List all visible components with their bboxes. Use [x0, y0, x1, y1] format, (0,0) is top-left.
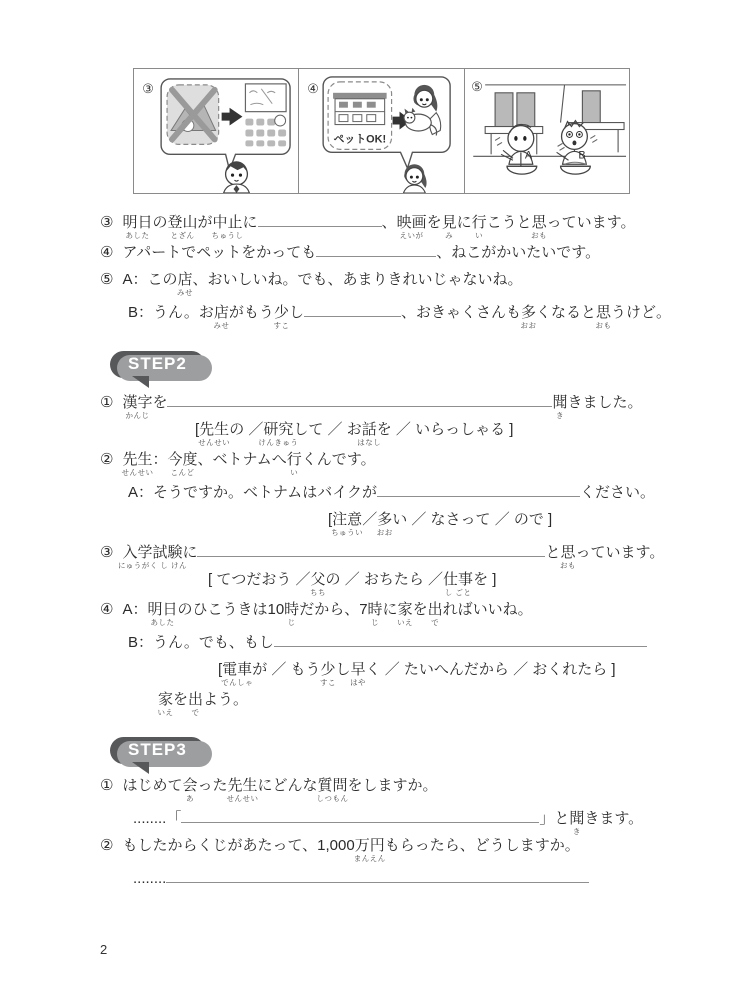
- text-segment: を: [173, 691, 189, 708]
- panel-4-label: ④: [307, 80, 320, 96]
- audience-head: [275, 115, 286, 126]
- item-number: ④: [100, 601, 114, 618]
- text-segment: ください。: [579, 484, 655, 501]
- furigana: き: [572, 826, 581, 836]
- furigana: あした: [125, 230, 150, 240]
- furigana: いえ: [157, 707, 174, 717]
- text-line: [100, 211, 710, 241]
- text-segment: B：うん。お: [128, 304, 214, 321]
- text-segment: 中止 ちゅうし: [211, 214, 244, 240]
- text-line: [100, 271, 710, 301]
- text-segment: に: [456, 214, 472, 231]
- text-line: [158, 691, 710, 721]
- answer-blank: [197, 541, 545, 557]
- text-segment: 聞 き: [552, 394, 568, 420]
- text-line: [100, 241, 710, 271]
- text-segment: がもう: [228, 304, 274, 321]
- furigana: じ: [371, 617, 380, 627]
- text-segment: 今度 こんど: [167, 451, 198, 477]
- item-number: ②: [100, 837, 114, 854]
- text-segment: 先生 せんせい: [121, 451, 154, 477]
- text-line: [128, 631, 710, 661]
- furigana: にゅうがく し けん: [117, 560, 187, 570]
- text-segment: [: [328, 511, 333, 528]
- text-segment: 多 おお: [520, 304, 537, 330]
- furigana: でんしゃ: [221, 677, 254, 687]
- text-segment: A：この: [122, 271, 178, 288]
- page-content: [100, 0, 710, 897]
- furigana: せんせい: [226, 793, 259, 803]
- furigana: き: [555, 410, 564, 420]
- text-segment: [ てつだおう ／: [208, 571, 311, 588]
- furigana: せんせい: [121, 467, 154, 477]
- text-segment: 行 い: [286, 451, 302, 477]
- text-line: [100, 451, 710, 481]
- text-line: [208, 571, 710, 601]
- text-segment: 時 じ: [284, 601, 300, 627]
- text-segment: に: [182, 544, 198, 561]
- answer-blank: [258, 211, 382, 227]
- furigana: あ: [185, 793, 194, 803]
- text-segment: アパートでペットをかっても: [122, 244, 317, 261]
- speaker-man: [224, 161, 250, 193]
- furigana: みせ: [176, 287, 193, 297]
- step3-badge: STEP3: [110, 737, 205, 764]
- step2-items: [100, 391, 710, 721]
- furigana: こんど: [170, 467, 195, 477]
- text-segment: 先生 せんせい: [198, 421, 231, 447]
- furigana: おお: [520, 320, 537, 330]
- text-segment: 少 すこ: [273, 304, 290, 330]
- text-segment: 話 はなし: [357, 421, 382, 447]
- text-segment: きました。: [567, 394, 643, 411]
- text-segment: くなると: [536, 304, 597, 321]
- text-segment: 多 おお: [376, 511, 393, 537]
- text-line: [133, 867, 710, 897]
- furigana: おお: [376, 527, 393, 537]
- text-segment: 、おいしいね。でも、あまりきれいじゃないね。: [192, 271, 523, 288]
- text-segment: 少 すこ: [320, 661, 337, 687]
- text-segment: の ／ おちたら ／: [325, 571, 444, 588]
- text-segment: [: [218, 661, 223, 678]
- furigana: おも: [595, 320, 612, 330]
- text-segment: ／: [362, 511, 378, 528]
- text-segment: 、: [381, 214, 397, 231]
- furigana: で: [191, 707, 200, 717]
- text-segment: い ／ なさって ／ ので ]: [392, 511, 553, 528]
- panel-3-label: ③: [142, 80, 154, 96]
- text-segment: だから、7: [299, 601, 368, 618]
- text-segment: くんです。: [301, 451, 376, 468]
- item-number: ④: [100, 244, 114, 261]
- furigana: いえ: [397, 617, 414, 627]
- text-segment: 出 で: [427, 601, 443, 627]
- answer-blank: [304, 301, 401, 317]
- text-segment: に: [242, 214, 258, 231]
- furigana: とざん: [170, 230, 195, 240]
- text-segment: を ]: [473, 571, 497, 588]
- furigana: い: [475, 230, 484, 240]
- panel-5-illustration: [465, 69, 629, 193]
- item-number: ⑤: [100, 271, 114, 288]
- furigana: はなし: [357, 437, 382, 447]
- text-segment: B：うん。でも、もし: [128, 634, 274, 651]
- text-segment: こうと: [486, 214, 532, 231]
- furigana: かんじ: [125, 410, 150, 420]
- text-segment: の ／: [229, 421, 264, 438]
- text-segment: 漢字 かんじ: [122, 394, 153, 420]
- step2-badge: STEP2: [110, 351, 205, 378]
- item-number: ①: [100, 777, 114, 794]
- text-segment: うけど。: [611, 304, 672, 321]
- furigana: で: [431, 617, 440, 627]
- text-line: [195, 421, 710, 451]
- furigana: はや: [350, 677, 367, 687]
- text-segment: 見 み: [441, 214, 457, 240]
- text-segment: 、おきゃくさんも: [400, 304, 521, 321]
- text-segment: 店 みせ: [176, 271, 193, 297]
- text-line: [100, 541, 710, 571]
- text-segment: った: [197, 777, 228, 794]
- text-segment: 店 みせ: [213, 304, 230, 330]
- furigana: まんえん: [353, 853, 386, 863]
- answer-blank: [167, 391, 552, 407]
- text-segment: し: [335, 661, 351, 678]
- furigana: し ごと: [444, 587, 472, 597]
- text-segment: を: [426, 214, 442, 231]
- step2-badge-row: [110, 351, 710, 381]
- item-number: ③: [100, 544, 114, 561]
- furigana: じ: [287, 617, 296, 627]
- item-number: ③: [100, 214, 114, 231]
- text-segment: はじめて: [122, 777, 183, 794]
- furigana: えいが: [399, 230, 424, 240]
- furigana: い: [290, 467, 299, 477]
- text-segment: 登山 とざん: [167, 214, 198, 240]
- text-segment: 映画 えいが: [396, 214, 427, 240]
- step1-items: [100, 211, 710, 331]
- text-segment: 電車 でんしゃ: [221, 661, 254, 687]
- text-segment: 、ベトナムへ: [197, 451, 287, 468]
- answer-blank: [274, 631, 647, 647]
- text-segment: と: [545, 544, 561, 561]
- text-segment: が ／ もう: [252, 661, 321, 678]
- text-segment: ：: [152, 451, 168, 468]
- text-segment: を: [412, 601, 428, 618]
- text-segment: 入学試験 にゅうがく し けん: [117, 544, 187, 570]
- answer-blank: [166, 867, 589, 883]
- text-segment: 明日 あした: [122, 214, 153, 240]
- text-segment: の: [152, 214, 168, 231]
- apartment-building-icon: [333, 93, 387, 125]
- text-segment: もしたからくじがあたって、1,000: [122, 837, 355, 854]
- person-b-label: B: [578, 149, 586, 162]
- furigana: おも: [560, 560, 576, 570]
- text-segment: 研究 けんきゅう: [258, 421, 299, 447]
- text-segment: ........「: [133, 810, 182, 827]
- text-segment: 思 おも: [531, 214, 548, 240]
- text-segment: っています。: [546, 214, 636, 231]
- text-segment: 父 ちち: [310, 571, 327, 597]
- illustration-strip: [133, 68, 630, 194]
- text-segment: が: [197, 214, 213, 231]
- text-segment: をしますか。: [347, 777, 438, 794]
- person-a-label: A: [524, 149, 532, 162]
- text-segment: 万円 まんえん: [353, 837, 386, 863]
- text-segment: にどんな: [257, 777, 318, 794]
- movie-screen-icon: [245, 84, 286, 112]
- text-segment: 注意 ちゅうい: [331, 511, 364, 537]
- text-segment: 家 いえ: [157, 691, 174, 717]
- text-segment: を: [152, 394, 168, 411]
- text-segment: を ／ いらっしゃる ]: [376, 421, 514, 438]
- text-segment: のひこうきは10: [177, 601, 285, 618]
- furigana: あした: [150, 617, 175, 627]
- text-segment: 行 い: [471, 214, 487, 240]
- furigana: ちゅうし: [211, 230, 244, 240]
- text-segment: 先生 せんせい: [226, 777, 259, 803]
- text-segment: 家 いえ: [397, 601, 414, 627]
- page-number: 2: [100, 942, 108, 957]
- furigana: おも: [531, 230, 548, 240]
- text-segment: し: [288, 304, 304, 321]
- furigana: しつもん: [316, 793, 349, 803]
- text-line: [100, 601, 710, 631]
- furigana: ちち: [310, 587, 327, 597]
- text-segment: 質問 しつもん: [316, 777, 349, 803]
- text-line: [100, 391, 710, 421]
- text-segment: 思 おも: [595, 304, 612, 330]
- furigana: みせ: [213, 320, 230, 330]
- text-segment: く ／ たいへんだから ／ おくれたら ]: [365, 661, 616, 678]
- text-segment: ........: [133, 870, 167, 887]
- text-segment: 思 おも: [560, 544, 576, 570]
- furigana: すこ: [320, 677, 337, 687]
- answer-blank: [316, 241, 436, 257]
- text-segment: 仕事 し ごと: [443, 571, 474, 597]
- answer-blank: [377, 481, 580, 497]
- panel-5-label: ⑤: [470, 78, 483, 94]
- text-segment: 聞 き: [569, 810, 585, 836]
- text-line: [133, 807, 710, 837]
- text-line: [328, 511, 710, 541]
- text-line: [100, 777, 710, 807]
- text-segment: 」と: [539, 810, 570, 827]
- speaker-woman: [404, 164, 427, 193]
- text-segment: 時 じ: [367, 601, 383, 627]
- furigana: けんきゅう: [258, 437, 299, 447]
- text-segment: に: [382, 601, 398, 618]
- text-line: [128, 301, 710, 331]
- text-line: [218, 661, 710, 691]
- text-segment: もらったら、どうしますか。: [384, 837, 580, 854]
- text-line: [128, 481, 710, 511]
- text-segment: っています。: [575, 544, 665, 561]
- panel-4-illustration: [299, 69, 464, 193]
- text-segment: きます。: [584, 810, 644, 827]
- furigana: せんせい: [198, 437, 231, 447]
- text-segment: 、ねこがかいたいです。: [436, 244, 601, 261]
- answer-blank: [181, 807, 539, 823]
- text-segment: 明日 あした: [147, 601, 178, 627]
- furigana: み: [445, 230, 454, 240]
- text-segment: よう。: [203, 691, 249, 708]
- furigana: すこ: [273, 320, 290, 330]
- restaurant-background: [473, 85, 626, 156]
- item-number: ②: [100, 451, 114, 468]
- text-segment: 会 あ: [182, 777, 198, 803]
- item-number: ①: [100, 394, 114, 411]
- step3-items: [100, 777, 710, 897]
- panel-3-illustration: [134, 69, 299, 193]
- text-segment: A：そうですか。ベトナムはバイクが: [128, 484, 377, 501]
- step3-badge-row: [110, 737, 710, 767]
- text-segment: 出 で: [188, 691, 204, 717]
- text-segment: ればいいね。: [442, 601, 533, 618]
- pets-ok-sign: ペットOK!: [333, 133, 387, 146]
- text-segment: A：: [122, 601, 148, 618]
- text-line: [100, 837, 710, 867]
- text-segment: [: [195, 421, 200, 438]
- text-segment: 早 はや: [350, 661, 367, 687]
- text-segment: して ／ お: [293, 421, 362, 438]
- furigana: ちゅうい: [331, 527, 364, 537]
